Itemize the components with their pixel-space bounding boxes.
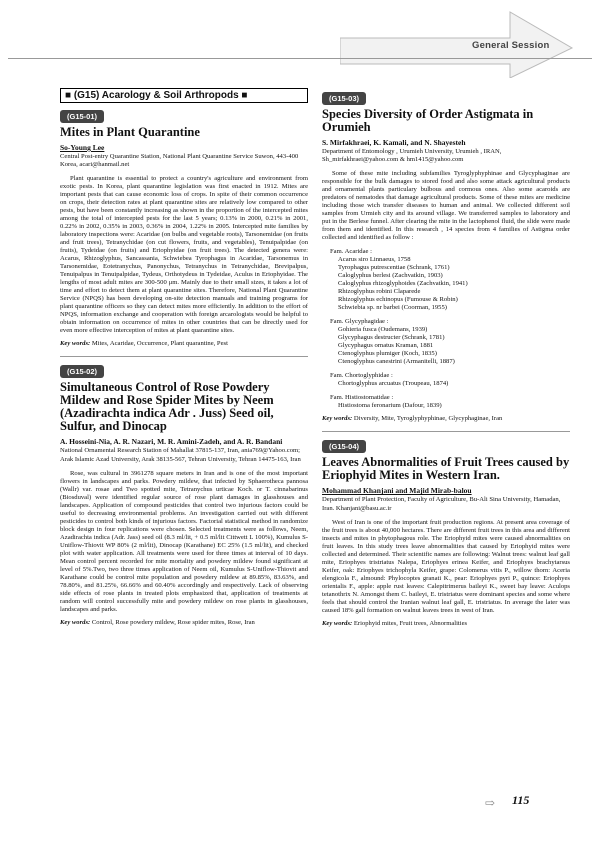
- species-item: Glycyphagus destructer (Schrank, 1781): [338, 334, 445, 342]
- species-item: Ctenoglyphus canestrini (Armanitelli, 1887): [338, 358, 455, 366]
- species-item: Chortoglyphus arcuatus (Troupeau, 1874): [338, 380, 449, 388]
- species-item: Rhizoglyphus robini Claparede: [338, 288, 421, 296]
- article-keywords: Key words: Control, Rose powdery mildew, Rose spider mites, Rose, Iran: [60, 618, 255, 626]
- species-item: Ctenoglyphus plumiger (Koch, 1835): [338, 350, 437, 358]
- species-item: Caloglyphus berlesi (Zachvatkin, 1903): [338, 272, 443, 280]
- article-tag: (G15-02): [60, 365, 104, 378]
- article-g15-03: [322, 88, 570, 423]
- article-body: Plant quarantine is essential to protect a country's agriculture and environment from exotic pests. In Korea, plant quarantine legislation was first enacted in 1912. Mites are important pests that can cause economic loss of crops. In spite of their common occurrence on crops, their detection rates at plant quarantine sites are relatively low compared to other pests, but have been constantly increasing as shown in the proportion of the intercepted mites among the total of intercepted pests for the last 5 years; 0.13% in 2000, 0.21% in 2001, 0.22% in 2002, 0.35% in 2003, 0.36% in 2004, 1.22% in 2005. Intercepted mite families by laboratory inspections were: Acaridae (on bulbs and vegetable roots), Tarsonemidae (on fruits and fruit trees), Tetranychidae (on cut flowers, fruits, and vegetables), Tenuipalpidae (on fruits), Tydeidae (on fruits) and Eriophyidae (on fruit trees). The detected genera were: Acarus, Rhizoglyphus, Sancassania, Schwiebea Tyrophagus in Acaridae, Tarsonemus in Tarsonemidae, Eotetranychus, Panonychus, Tetranychus in Tetranychidae, Brevipalpus, Tenuipalpus in Tenuipalpidae, Tydeus, Orthotydeus in Tydeidae, Aculus in Eriophyidae. The lengths of most adult mites are 300-500 μm. Mainly due to their small sizes, it takes a lot of time and effort to detect them at plant quarantine sites. Therefore, National Plant Quarantine Service (NPQS) has been developing on-site detection manuals and training programs for plant quarantine officers so they can detect mites more efficiently. In addition to the effort of NPQS, information exchange and cooperation with foreign arcarologists would be helpful to obtain information on occurrence of mites in other countries that can be directly used for even more effective interception of mites at plant quarantine sites.: [60, 175, 308, 335]
- species-item: Histiostoma feronarium (Dafour, 1839): [338, 402, 442, 410]
- family-name: Fam. Glycyphagidae :: [330, 318, 389, 326]
- family-name: Fam. Acaridae :: [330, 248, 372, 256]
- article-authors: A. Hosseini-Nia, A. R. Nazari, M. R. Amini-Zadeh, and A. R. Bandani: [60, 437, 283, 447]
- article-affiliation: National Ornamental Research Station of Mahallat 37815-137, Iran, ania769@Yahoo.com; Arak Islamic Azad University, Arak 38135-567, Tehran University, Tehran 14475-163, Iran: [60, 447, 301, 463]
- article-affiliation: Department of Entomology , Urumieh University, Urumieh , IRAN, Sh_mirfakhraei@yahoo.com & hm1415@yahoo.com: [322, 148, 502, 164]
- article-tag: (G15-01): [60, 110, 104, 123]
- header-divider: [8, 58, 592, 59]
- header-arrow-graphic: [340, 8, 600, 78]
- article-body: West of Iran is one of the important fruit production regions. At present area coverage of the fruit trees is about 40,000 hectares. There are different fruit trees in this area and different insects and mites in phytophagous role. The Eriophyid mites were caused abnormalities on fruit leaves. In this study trees leave abnormalities that caused by Eriophyid mites were collected and determined. Their scientific names are following: Walnut trees: walnut leaf gall mite, Eriophyes tristriatus Nalepa, Eriophyes erinea Keifer, and Eriophyes brachytarsus Keifer, oak: Eriophyes trichophyla Keifer, grape: Colomerus vitis P., willow thorn: Aceria elengicola F., almound: Phylocoptes granati K., pear: Eriophyes pyri P., quince: Eriophyes orientalis F., apple: apple rust leaves: Calepitrimerus baileyi K., sweet bay leave: Aculops tetanothrix N. Amongst them C. baileyi, E. tristriatus were dominant species and some where feels that should control the Iranian walnut leaf gall, E. tristriatus. In average the later was caused 18% gall formation on walnut leaves trees in west of Iran.: [322, 518, 570, 614]
- section-title: ■ (G15) Acarology & Soil Arthropods ■: [60, 88, 308, 103]
- page-arrow-icon: ⇨: [485, 796, 496, 810]
- article-body: Rose, was cultural in 3961278 square meters in Iran and is one of the most important flowers in landscapes and parks. Powdery mildew, that infected by Sphaerotheca pannosa (Wallr) var. rosae and Two spotted mite, Tetranychus urticae Koch. or T. cinnabarinus (Biosduval) were identified regular source of rose plant damages in glasshouses and landscapes. Application of compound pesticides that control two injurious factors could be useful to decreasing environmental problems. An investigation carried out with different pesticides to control both kinds of injurious factors. Factorial statistical method in randomize block design in four replications were chosen. Selected treatments were as follows, Neem, Azadirachta indica (Adr. Jass) seed oil (8.3 ml/lit, + 0.5 ml/lit Cittwett L 100%), Kumulus S-Uniflow-Thiovit WP 80% (2 ml/lit), Dinocap (Karathane) EC 25% (1.5 ml/lit), and checked plot with water application. All treatments were used for three times at interval of 10 days. Mean control percent recorded for mite mortality and powdery mildew found significant at level of 5%.Two, two three times application of Neem oil, Kumulus S-Uniflow-Thiovit and Karathane could be control mite population and powdery mildew at 89.85%, 83.63%, and 78.80%, and 81.25%, 66.66% and 60.40% accordingly and respectively. Lack of observing side effects of rose plants in treated plots emphasized that, application of treatments at random will control successfully mite and powdery mildew on rose plants in glasshouses, landscapes and parks.: [60, 469, 308, 613]
- species-item: Acarus siro Linnaeus, 1758: [338, 256, 411, 264]
- article-separator: [322, 431, 570, 432]
- article-keywords: Key words: Diversity, Mite, Tyroglyphyphinae, Glycyphaginae, Iran: [322, 415, 503, 423]
- family-list: [330, 372, 570, 388]
- family-list: [330, 318, 570, 366]
- article-keywords: Key words: Mites, Acaridae, Occurrence, Plant quarantine, Pest: [60, 340, 228, 348]
- article-title: Simultaneous Control of Rose Powdery Mildew and Rose Spider Mites by Neem (Azadirachta indica Adr . Juss) Seed oil, Sulfur, and Dinocap: [60, 380, 274, 434]
- left-column: [60, 88, 308, 627]
- species-item: Glycyphagus ornatus Kraman, 1881: [338, 342, 434, 350]
- article-title: Species Diversity of Order Astigmata in Orumieh: [322, 107, 534, 134]
- family-name: Fam. Chortoglyphidae :: [330, 372, 393, 380]
- species-item: Rhizoglyphus echinopus (Fumouse & Robin): [338, 296, 458, 304]
- family-list: [330, 248, 570, 312]
- session-label: General Session: [472, 40, 550, 51]
- species-item: Gohieria fusca (Oudemans, 1939): [338, 326, 428, 334]
- species-item: Tyrophagus putrescentiae (Schrank, 1761): [338, 264, 450, 272]
- article-tag: (G15-04): [322, 440, 366, 453]
- family-list: [330, 394, 570, 410]
- article-g15-02: [60, 361, 308, 626]
- article-g15-01: [60, 106, 308, 348]
- article-separator: [60, 356, 308, 357]
- article-g15-04: [322, 436, 570, 627]
- article-affiliation: Department of Plant Protection, Faculty of Agriculture, Bu-Ali Sina University, Hamadan, Iran. Khanjani@basu.ac.ir: [322, 496, 561, 512]
- article-affiliation: Central Post-entry Quarantine Station, National Plant Quarantine Service Suwon, 443-400 Korea, acari@hanmail.net: [60, 153, 299, 169]
- right-column: [322, 88, 570, 628]
- species-item: Caloglyphus rhizoglyphoides (Zachvatkin, 1941): [338, 280, 468, 288]
- article-title: Leaves Abnormalities of Fruit Trees caused by Eriophyid Mites in Western Iran.: [322, 455, 570, 483]
- article-authors: So-Young Lee: [60, 143, 105, 152]
- article-authors: Mohammad Khanjani and Majid Mirab-balou: [322, 486, 472, 496]
- article-authors: S. Mirfakhraei, K. Kamali, and N. Shayesteh: [322, 138, 466, 147]
- article-keywords: Key words: Eriophyid mites, Fruit trees, Abnormalities: [322, 619, 468, 627]
- article-title: Mites in Plant Quarantine: [60, 125, 200, 139]
- page-number: 115: [512, 793, 530, 807]
- article-body: Some of these mite including subfamilies Tyroglyphyphinae and Glycyphaginae are responsible for the bulk damages to stored food and also some attack agricultural products and ornamental plants particulary bulbous and cormous ones. Also some acaroids are predators of nematodes that damage agricultural products. Some of these mites are medicine including those wich transfer diseases to human and animal. We collected different soil samples from Urmieh city and its around village. We transferred samples to laboratory and put in the Berlese funnel. After clearing the mite in the lactophenol fluid, the slide were made from them and identified. In this research , 14 species from 4 families of Astigma order collected and identified as follow :: [322, 170, 570, 242]
- species-item: Schwiebia sp. nr barbei (Coorman, 1955): [338, 304, 447, 312]
- article-tag: (G15-03): [322, 92, 366, 105]
- family-name: Fam. Histiostomatidae :: [330, 394, 394, 402]
